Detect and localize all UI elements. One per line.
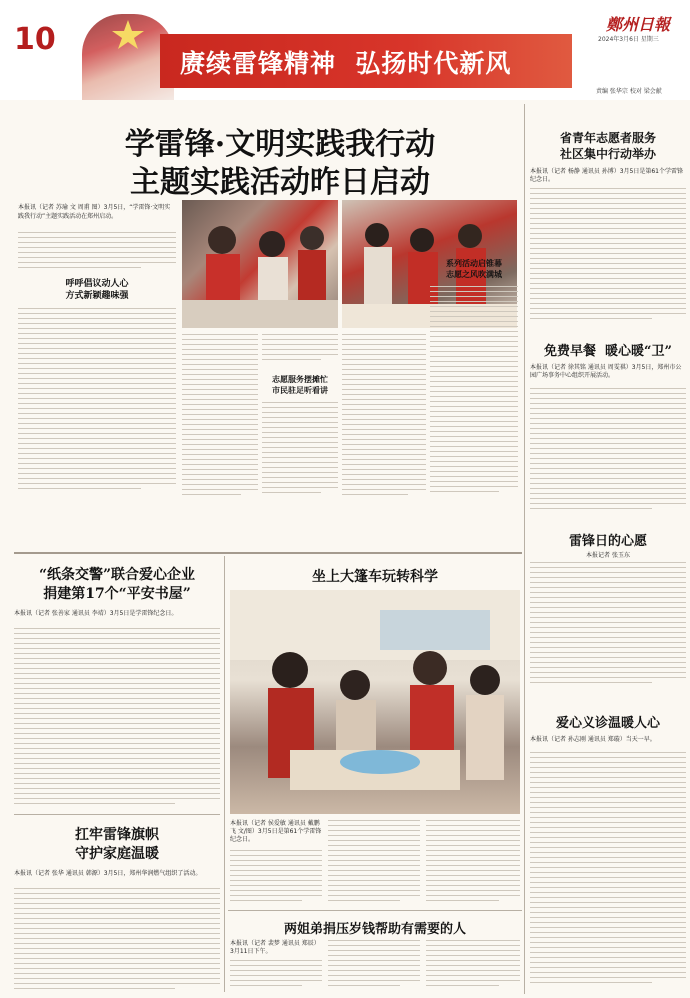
mid-left-title: “纸条交警”联合爱心企业 捐建第17个“平安书屋” bbox=[38, 567, 196, 602]
mid-center-bottom-byline: 本报讯（记者 裴梦 通讯员 郑辰）3月11日下午。 bbox=[230, 940, 320, 955]
mid-center-byline: 本报讯（记者 侯爱敏 通讯员 戴鹏飞 文/图）3月5日是第61个学雷锋纪念日。 bbox=[230, 820, 322, 843]
editors-credit: 责编 张华宗 校对 梁会献 bbox=[596, 88, 662, 95]
lead-title bbox=[40, 126, 520, 202]
lead-subhead-2: 志愿服务摆摊忙 市民驻足听看讲 bbox=[272, 375, 328, 395]
mid-center-divider bbox=[228, 910, 522, 911]
mid-left-byline: 本报讯（记者 张善家 通讯员 李靖）3月5日是学雷锋纪念日。 bbox=[14, 610, 178, 617]
right-body-1 bbox=[530, 188, 686, 326]
mid-left-body-2 bbox=[14, 888, 220, 992]
lead-title-line1: 学雷锋·文明实践我行动 bbox=[124, 127, 436, 162]
science-photo bbox=[230, 590, 520, 814]
mid-left-divider bbox=[14, 814, 220, 815]
lead-body-col3a bbox=[262, 334, 338, 368]
lead-body-col1b bbox=[18, 308, 176, 498]
lead-body-col5 bbox=[430, 286, 518, 498]
science-scene-image bbox=[230, 590, 520, 814]
section-divider bbox=[14, 552, 522, 554]
mid-center-body-1 bbox=[230, 850, 322, 906]
column-divider-right bbox=[524, 104, 525, 994]
volunteer-scene-image bbox=[182, 200, 338, 328]
issue-date: 2024年3月6日 星期三 bbox=[598, 36, 659, 43]
mid-center-bottom-body-3 bbox=[426, 940, 520, 992]
lead-photo bbox=[182, 200, 338, 328]
paper-name-logo: 鄭州日報 bbox=[606, 15, 671, 34]
mid-center-bottom-title: 两姐弟捐压岁钱帮助有需要的人 bbox=[283, 922, 466, 937]
mid-center-body-2 bbox=[328, 820, 420, 906]
lead-body-col1a bbox=[18, 232, 176, 272]
right-title-2: 免费早餐 暖心暖“卫” bbox=[543, 344, 672, 359]
lead-subhead-3: 系列活动启锥幕 志愿之风吹满城 bbox=[446, 259, 502, 279]
lead-byline: 本报讯（记者 苏瑜 文 周甫 图）3月5日，“学雷锋·文明实践我行动”主题实践活动在郑州启动。 bbox=[18, 204, 171, 220]
lead-subhead-1: 呼呼倡议动人心 方式新颖趣味强 bbox=[65, 279, 129, 301]
right-title-1: 省青年志愿者服务 社区集中行动举办 bbox=[559, 131, 656, 161]
lead-body-col2 bbox=[182, 334, 258, 498]
mid-center-bottom-body-2 bbox=[328, 940, 420, 992]
lead-body-col4 bbox=[342, 334, 426, 498]
right-body-3 bbox=[530, 562, 686, 688]
lead-title-line2: 主题实践活动昨日启动 bbox=[130, 165, 430, 200]
masthead bbox=[0, 0, 690, 100]
mid-left-byline-2: 本报讯（记者 张华 通讯员 韩源）3月5日，郑州华润燃气组织了活动。 bbox=[14, 870, 202, 877]
mid-center-body-3 bbox=[426, 820, 520, 906]
mid-center-bottom-body-1 bbox=[230, 960, 322, 992]
right-body-2 bbox=[530, 388, 686, 514]
mid-left-body bbox=[14, 628, 220, 808]
right-byline-1: 本报讯（记者 杨静 通讯员 孙博）3月5日是第61个学雷锋纪念日。 bbox=[530, 168, 683, 183]
right-byline-3: 本报记者 张玉东 bbox=[586, 552, 630, 559]
right-byline-4: 本报讯（记者 孙志刚 通讯员 郑璇）当天一早。 bbox=[530, 736, 656, 743]
mid-center-title: 坐上大篷车玩转科学 bbox=[312, 569, 438, 585]
mid-left-title-2: 扛牢雷锋旗帜 守护家庭温暖 bbox=[75, 827, 159, 862]
lead-body-col3b bbox=[262, 402, 338, 498]
banner-title: 赓续雷锋精神 弘扬时代新风 bbox=[180, 49, 512, 78]
right-title-3: 雷锋日的心愿 bbox=[568, 534, 647, 549]
right-title-4: 爱心义诊温暖人心 bbox=[555, 716, 660, 731]
right-byline-2: 本报讯（记者 徐其铭 通讯员 周雯祺）3月5日，郑州市公园广场事务中心组织开展活动。 bbox=[530, 364, 682, 379]
column-divider-mid bbox=[224, 556, 225, 992]
right-body-4 bbox=[530, 752, 686, 992]
page-number: 10 bbox=[14, 22, 56, 57]
